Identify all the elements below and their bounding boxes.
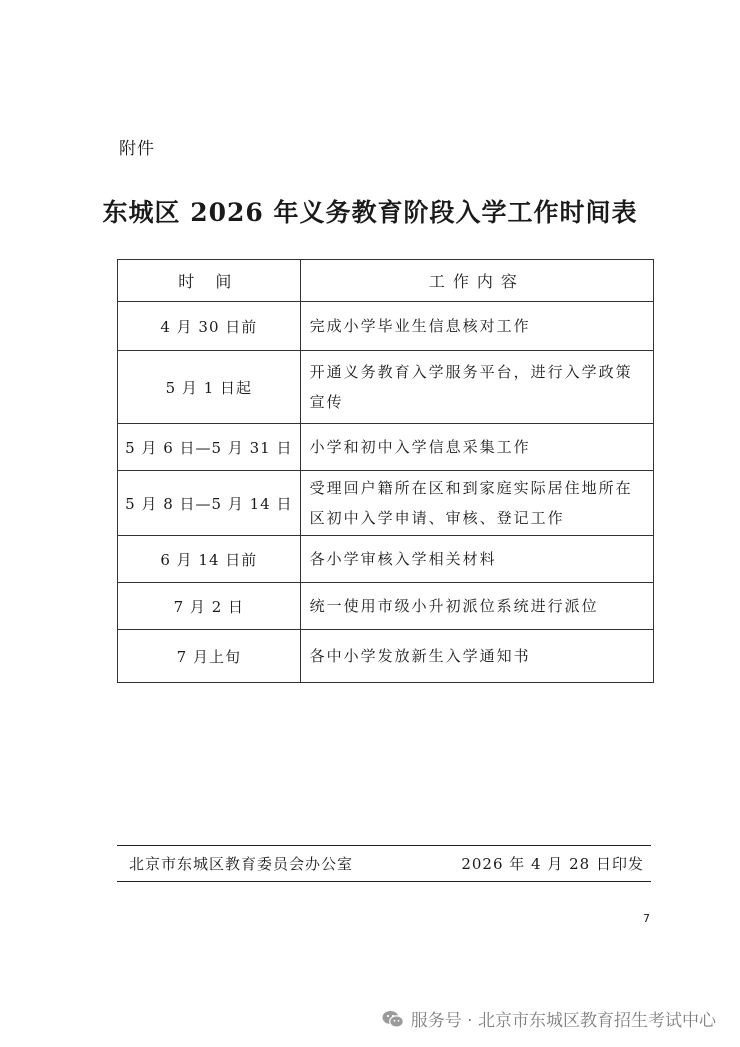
table-row	[118, 424, 654, 471]
table-header-row	[118, 260, 654, 302]
attachment-label: 附件	[119, 139, 155, 159]
row-time: 5 月 6 日—5 月 31 日	[118, 424, 301, 471]
table-row	[118, 351, 654, 424]
row-time: 4 月 30 日前	[118, 302, 301, 351]
table-row	[118, 302, 654, 351]
row-task: 开通义务教育入学服务平台，进行入学政策宣传	[300, 351, 653, 424]
issuer: 北京市东城区教育委员会办公室	[129, 855, 354, 873]
row-time: 7 月上旬	[118, 630, 301, 683]
row-task: 各小学审核入学相关材料	[300, 536, 653, 583]
issue-date: 2026 年 4 月 28 日印发	[461, 855, 644, 873]
page-number: 7	[643, 912, 650, 925]
row-task: 统一使用市级小升初派位系统进行派位	[300, 583, 653, 630]
watermark	[382, 1006, 716, 1031]
row-task: 完成小学毕业生信息核对工作	[300, 302, 653, 351]
row-task: 受理回户籍所在区和到家庭实际居住地所在区初中入学申请、审核、登记工作	[300, 471, 653, 536]
row-time: 5 月 8 日—5 月 14 日	[118, 471, 301, 536]
row-time: 5 月 1 日起	[118, 351, 301, 424]
wechat-icon	[382, 1010, 404, 1028]
document-title: 东城区 2026 年义务教育阶段入学工作时间表	[102, 198, 638, 227]
footer-divider-bottom	[117, 881, 651, 882]
header-task: 工作内容	[300, 260, 653, 302]
table-row	[118, 471, 654, 536]
schedule-table	[117, 259, 654, 683]
table-row	[118, 583, 654, 630]
watermark-text: 服务号 · 北京市东城区教育招生考试中心	[410, 1011, 716, 1031]
header-time: 时 间	[118, 260, 301, 302]
table-row	[118, 630, 654, 683]
table-row	[118, 536, 654, 583]
row-time: 6 月 14 日前	[118, 536, 301, 583]
row-task: 小学和初中入学信息采集工作	[300, 424, 653, 471]
row-task: 各中小学发放新生入学通知书	[300, 630, 653, 683]
row-time: 7 月 2 日	[118, 583, 301, 630]
footer-divider-top	[117, 845, 651, 846]
